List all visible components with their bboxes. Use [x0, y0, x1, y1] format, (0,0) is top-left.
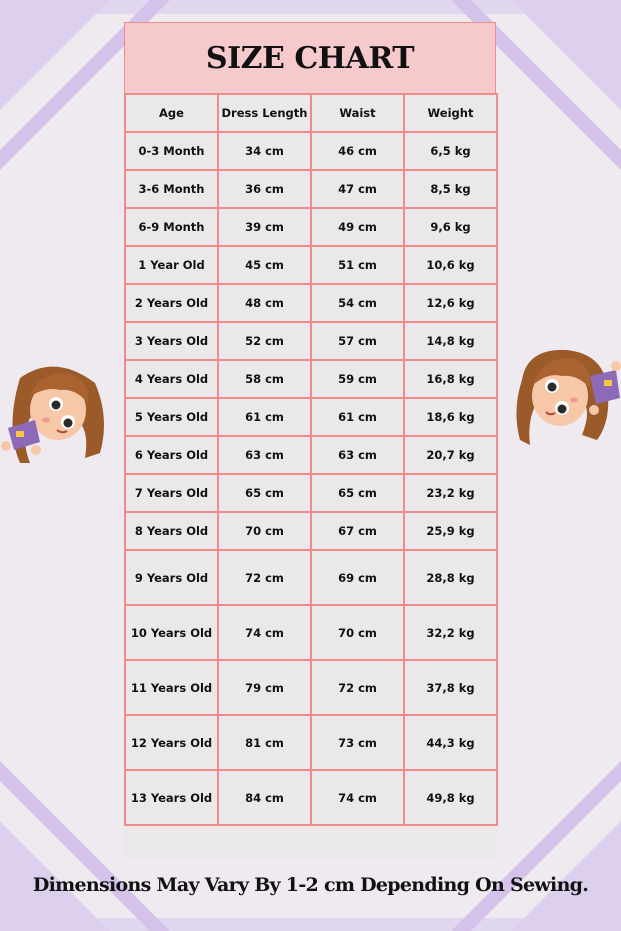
weight-cell: 9,6 kg: [404, 208, 497, 246]
table-row: [125, 512, 497, 550]
waist-cell: 74 cm: [311, 770, 404, 825]
waist-cell: 47 cm: [311, 170, 404, 208]
table-row: [125, 360, 497, 398]
chart-title: SIZE CHART: [124, 22, 496, 94]
girl-illustration-right: [512, 340, 621, 452]
age-cell: 11 Years Old: [125, 660, 218, 715]
dress-length-cell: 84 cm: [218, 770, 311, 825]
table-row: [125, 208, 497, 246]
waist-cell: 54 cm: [311, 284, 404, 322]
dress-length-cell: 36 cm: [218, 170, 311, 208]
dress-length-cell: 70 cm: [218, 512, 311, 550]
weight-cell: 20,7 kg: [404, 436, 497, 474]
age-cell: 2 Years Old: [125, 284, 218, 322]
dress-length-cell: 63 cm: [218, 436, 311, 474]
age-cell: 10 Years Old: [125, 605, 218, 660]
age-cell: 1 Year Old: [125, 246, 218, 284]
table-row: [125, 770, 497, 825]
waist-cell: 57 cm: [311, 322, 404, 360]
waist-cell: 59 cm: [311, 360, 404, 398]
weight-cell: 6,5 kg: [404, 132, 497, 170]
column-header-weight: Weight: [404, 94, 497, 132]
weight-cell: 10,6 kg: [404, 246, 497, 284]
table-row: [125, 132, 497, 170]
girl-illustration-left: [0, 358, 108, 466]
age-cell: 5 Years Old: [125, 398, 218, 436]
dress-length-cell: 65 cm: [218, 474, 311, 512]
weight-cell: 44,3 kg: [404, 715, 497, 770]
column-header-dress-length: Dress Length: [218, 94, 311, 132]
age-cell: 13 Years Old: [125, 770, 218, 825]
table-row: [125, 605, 497, 660]
table-header-row: [125, 94, 497, 132]
dress-length-cell: 81 cm: [218, 715, 311, 770]
dress-length-cell: 34 cm: [218, 132, 311, 170]
size-table: [124, 93, 498, 826]
age-cell: 4 Years Old: [125, 360, 218, 398]
weight-cell: 18,6 kg: [404, 398, 497, 436]
table-row: [125, 436, 497, 474]
dress-length-cell: 39 cm: [218, 208, 311, 246]
waist-cell: 67 cm: [311, 512, 404, 550]
table-row: [125, 170, 497, 208]
dress-length-cell: 74 cm: [218, 605, 311, 660]
dress-length-cell: 48 cm: [218, 284, 311, 322]
age-cell: 7 Years Old: [125, 474, 218, 512]
waist-cell: 69 cm: [311, 550, 404, 605]
dress-length-cell: 61 cm: [218, 398, 311, 436]
age-cell: 8 Years Old: [125, 512, 218, 550]
weight-cell: 23,2 kg: [404, 474, 497, 512]
waist-cell: 72 cm: [311, 660, 404, 715]
column-header-age: Age: [125, 94, 218, 132]
dress-length-cell: 79 cm: [218, 660, 311, 715]
weight-cell: 32,2 kg: [404, 605, 497, 660]
age-cell: 3 Years Old: [125, 322, 218, 360]
dress-length-cell: 52 cm: [218, 322, 311, 360]
footer-note: Dimensions May Vary By 1-2 cm Depending On Sewing.: [32, 874, 589, 896]
weight-cell: 14,8 kg: [404, 322, 497, 360]
waist-cell: 51 cm: [311, 246, 404, 284]
waist-cell: 63 cm: [311, 436, 404, 474]
table-row: [125, 398, 497, 436]
waist-cell: 70 cm: [311, 605, 404, 660]
table-row: [125, 660, 497, 715]
waist-cell: 61 cm: [311, 398, 404, 436]
weight-cell: 16,8 kg: [404, 360, 497, 398]
table-row: [125, 322, 497, 360]
dress-length-cell: 72 cm: [218, 550, 311, 605]
age-cell: 0-3 Month: [125, 132, 218, 170]
age-cell: 12 Years Old: [125, 715, 218, 770]
age-cell: 6-9 Month: [125, 208, 218, 246]
age-cell: 9 Years Old: [125, 550, 218, 605]
waist-cell: 73 cm: [311, 715, 404, 770]
table-row: [125, 550, 497, 605]
weight-cell: 49,8 kg: [404, 770, 497, 825]
dress-length-cell: 58 cm: [218, 360, 311, 398]
column-header-waist: Waist: [311, 94, 404, 132]
weight-cell: 8,5 kg: [404, 170, 497, 208]
dress-length-cell: 45 cm: [218, 246, 311, 284]
age-cell: 6 Years Old: [125, 436, 218, 474]
table-row: [125, 246, 497, 284]
table-row: [125, 284, 497, 322]
table-row: [125, 474, 497, 512]
weight-cell: 25,9 kg: [404, 512, 497, 550]
weight-cell: 12,6 kg: [404, 284, 497, 322]
waist-cell: 49 cm: [311, 208, 404, 246]
weight-cell: 37,8 kg: [404, 660, 497, 715]
age-cell: 3-6 Month: [125, 170, 218, 208]
table-row: [125, 715, 497, 770]
weight-cell: 28,8 kg: [404, 550, 497, 605]
waist-cell: 46 cm: [311, 132, 404, 170]
waist-cell: 65 cm: [311, 474, 404, 512]
